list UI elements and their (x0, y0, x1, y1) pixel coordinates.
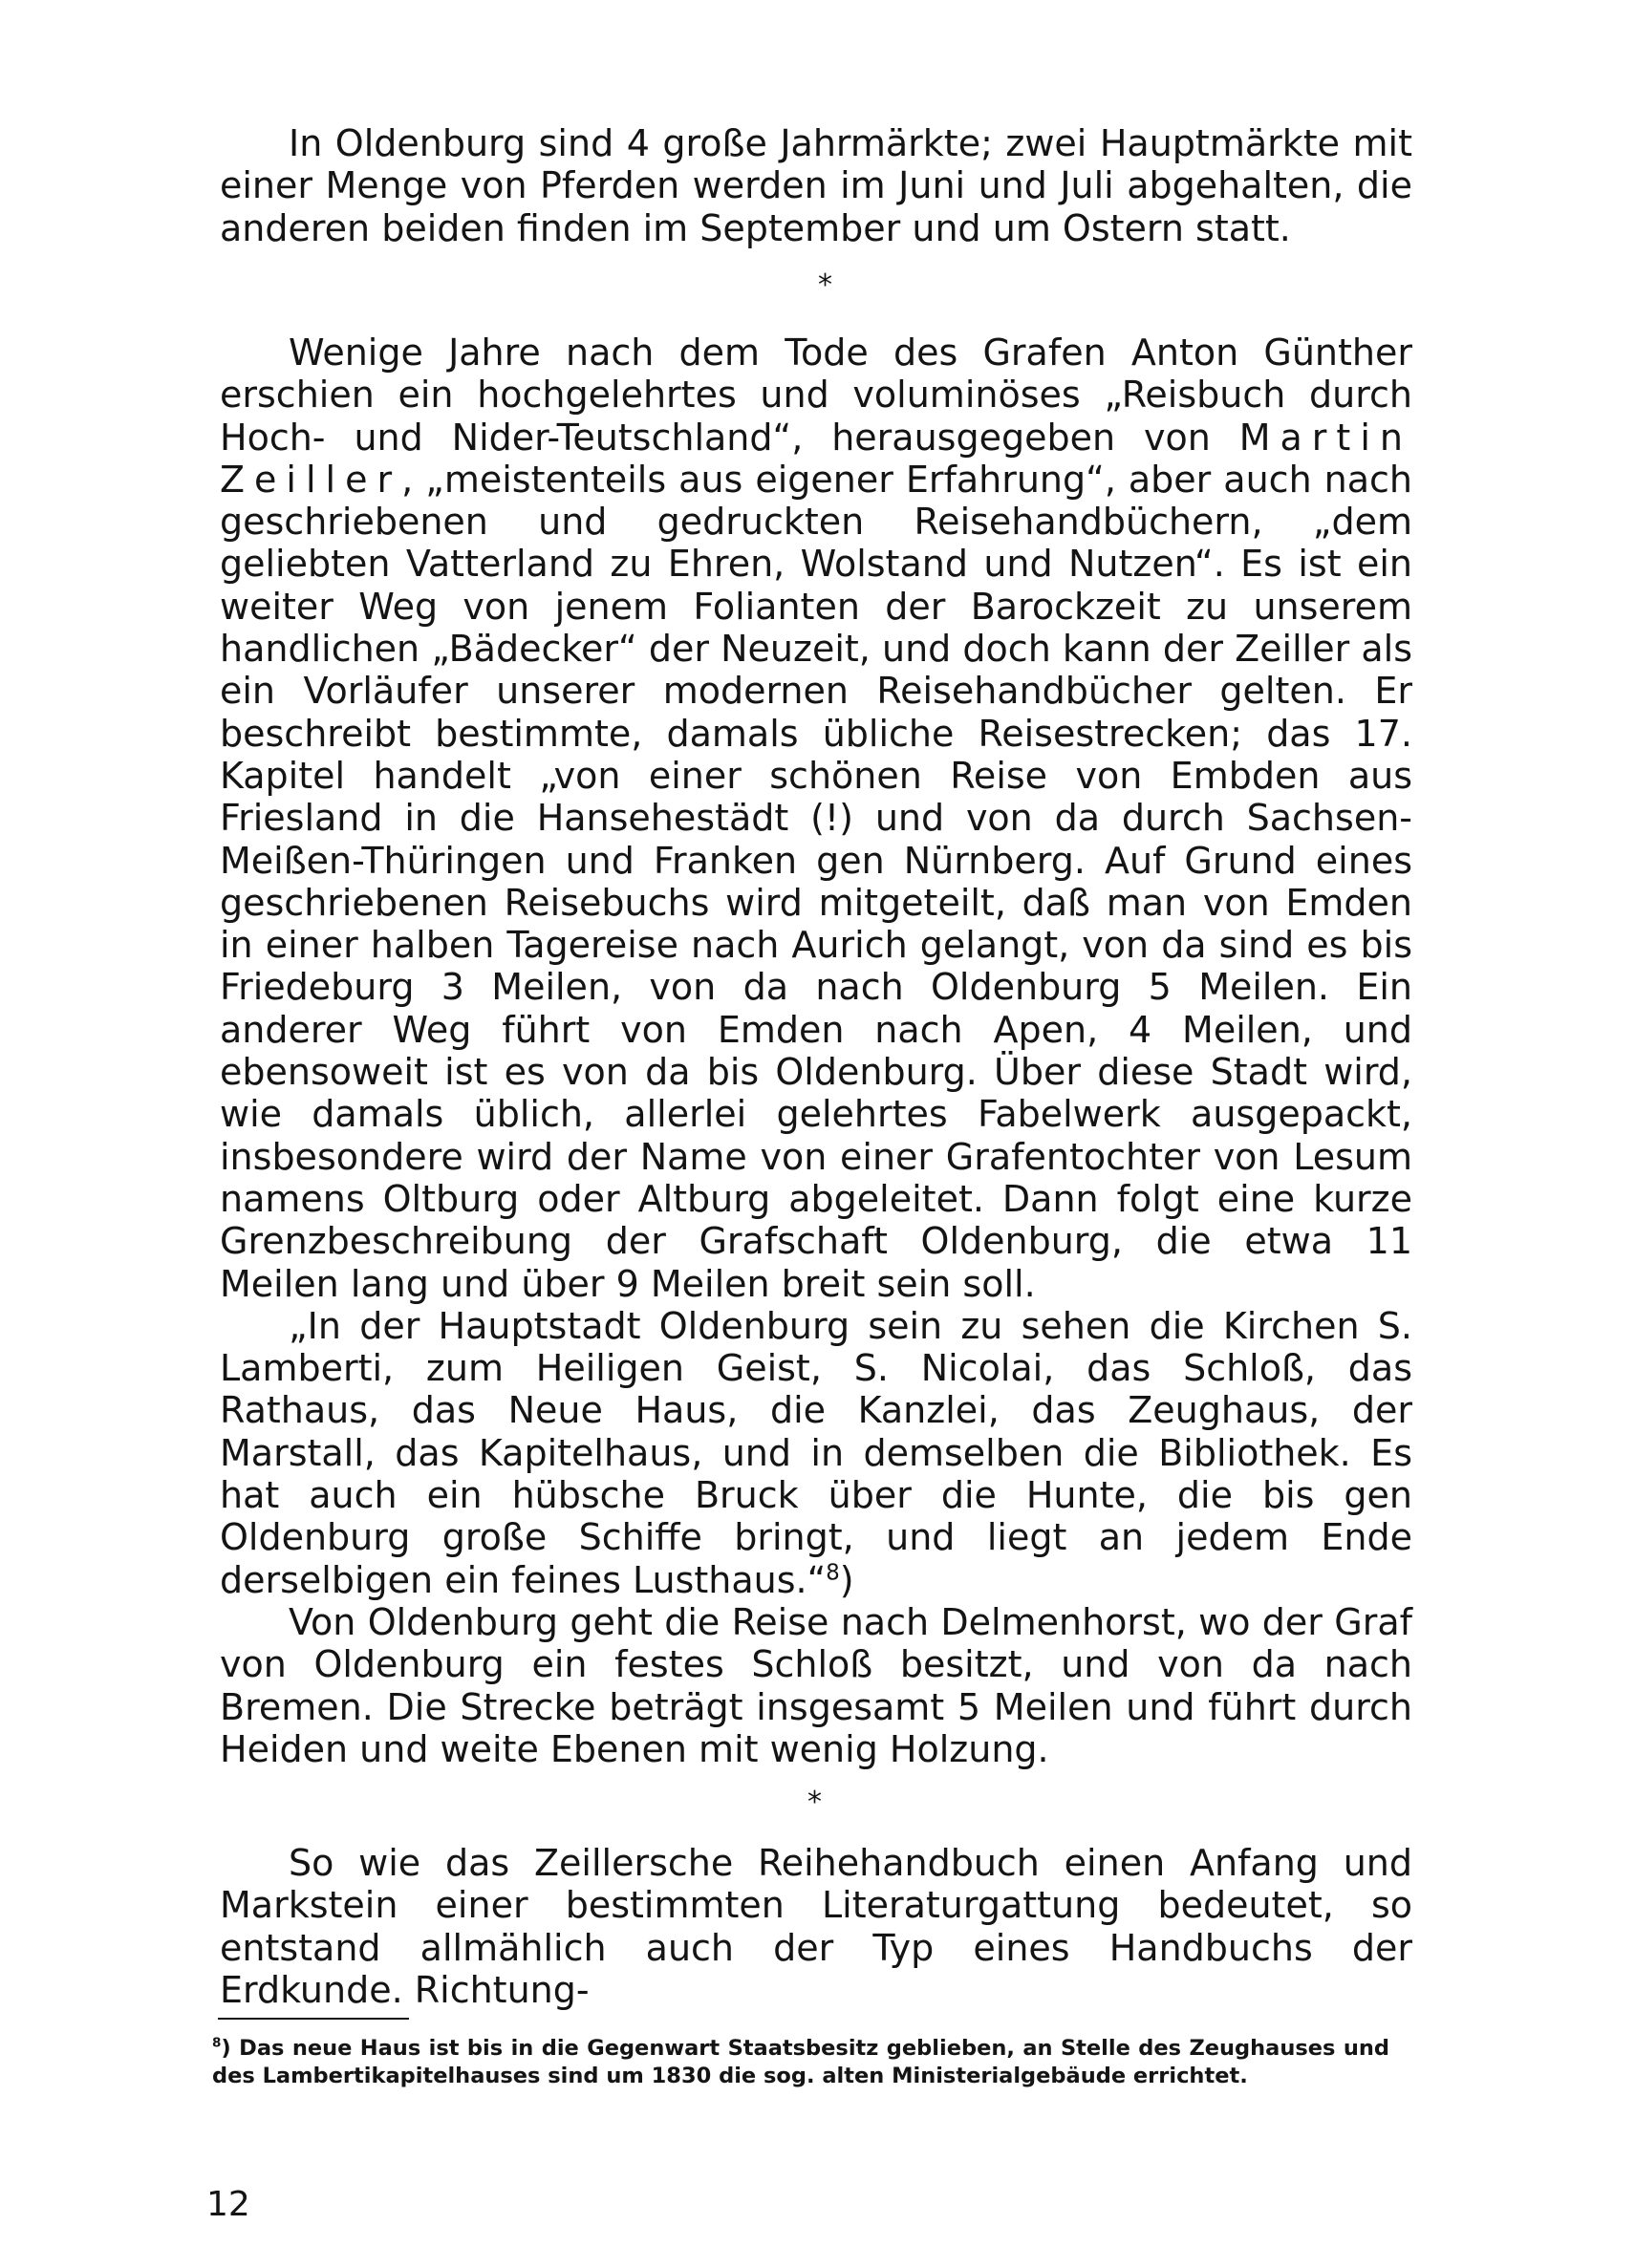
paragraph-text: , „meistenteils aus eigener Erfahrung“, aber auch nach geschriebenen und gedruckten Reisehandbüchern, „dem geliebten Vatterland zu Ehren, Wolstand und Nutzen“. Es ist ein weiter Weg von jenem Folianten der Barockzeit zu unserem handlichen „Bädecker“ der Neuzeit, und doch kann der Zeiller als ein Vorläufer unserer modernen Reisehandbücher gelten. Er beschreibt bestimmte, damals übliche Reisestrecken; das 17. Kapitel handelt „von einer schönen Reise von Embden aus Friesland in die Hansehestädt (!) und von da durch Sachsen-Meißen-Thüringen und Franken gen Nürnberg. Auf Grund eines geschriebenen Reisebuchs wird mitgeteilt, daß man von Emden in einer halben Tagereise nach Aurich gelangt, von da sind es bis Friedeburg 3 Meilen, von da nach Oldenburg 5 Meilen. Ein anderer Weg führt von Emden nach Apen, 4 Meilen, und ebensoweit ist es von da bis Oldenburg. Über diese Stadt wird, wie damals üblich, allerlei gelehrtes Fabelwerk ausgepackt, insbesondere wird der Name von einer Grafentochter von Lesum namens Oltburg oder Altburg abgeleitet. Dann folgt eine kurze Grenzbeschreibung der Grafschaft Oldenburg, die etwa 11 Meilen lang und über 9 Meilen breit sein soll. (220, 458, 1412, 1305)
quote-text: „In der Hauptstadt Oldenburg sein zu sehen die Kirchen S. Lamberti, zum Heiligen Geist, S. Nicolai, das Schloß, das Rathaus, das Neue Haus, die Kanzlei, das Zeughaus, der Marstall, das Kapitelhaus, und in demselben die Bibliothek. Es hat auch ein hübsche Bruck über die Hunte, die bis gen Oldenburg große Schiffe bringt, und liegt an jedem Ende derselbigen ein feines Lusthaus.“ (220, 1304, 1412, 1601)
footnote (212, 2035, 1389, 2090)
section-separator: * (807, 1786, 822, 1819)
paragraph-handbuch-erdkunde: So wie das Zeillersche Reihehandbuch einen Anfang und Markstein einer bestimmten Literaturgattung bedeutet, so entstand allmählich auch der Typ eines Handbuchs der Erdkunde. Richtung- (220, 1842, 1412, 2011)
author-name: Martin Zeiller (220, 416, 1412, 501)
paragraph-zeiller-intro (220, 332, 1412, 1305)
section-zeiller-reisbuch (220, 332, 1412, 1770)
section-markets (220, 122, 1412, 249)
section-separator: * (818, 268, 832, 302)
page-number: 12 (206, 2185, 250, 2224)
footnote-divider (218, 2018, 409, 2020)
footnote-text: Das neue Haus ist bis in die Gegenwart Staatsbesitz geblieben, an Stelle des Zeughauses und des Lambertikapitelhauses sind um 1830 die sog. alten Ministerialgebäude errichtet. (212, 2036, 1389, 2088)
paragraph-jahrmaerkte: In Oldenburg sind 4 große Jahrmärkte; zwei Hauptmärkte mit einer Menge von Pferden werden im Juni und Juli abgehalten, die anderen beiden finden im September und um Ostern statt. (220, 122, 1412, 249)
paragraph-quote-oldenburg (220, 1305, 1412, 1601)
footnote-reference-paren: ) (839, 1558, 854, 1601)
section-erdkunde (220, 1842, 1412, 2011)
footnote-marker: 8 (212, 2035, 222, 2051)
footnote-reference: 8 (826, 1559, 840, 1585)
paragraph-delmenhorst: Von Oldenburg geht die Reise nach Delmenhorst, wo der Graf von Oldenburg ein festes Schloß besitzt, und von da nach Bremen. Die Strecke beträgt insgesamt 5 Meilen und führt durch Heiden und weite Ebenen mit wenig Holzung. (220, 1600, 1412, 1770)
footnote-marker-paren: ) (221, 2036, 231, 2061)
paragraph-text: Wenige Jahre nach dem Tode des Grafen Anton Günther erschien ein hochgelehrtes und voluminöses „Reisbuch durch Hoch- und Nider-Teutschland“, herausgegeben von (220, 332, 1412, 459)
